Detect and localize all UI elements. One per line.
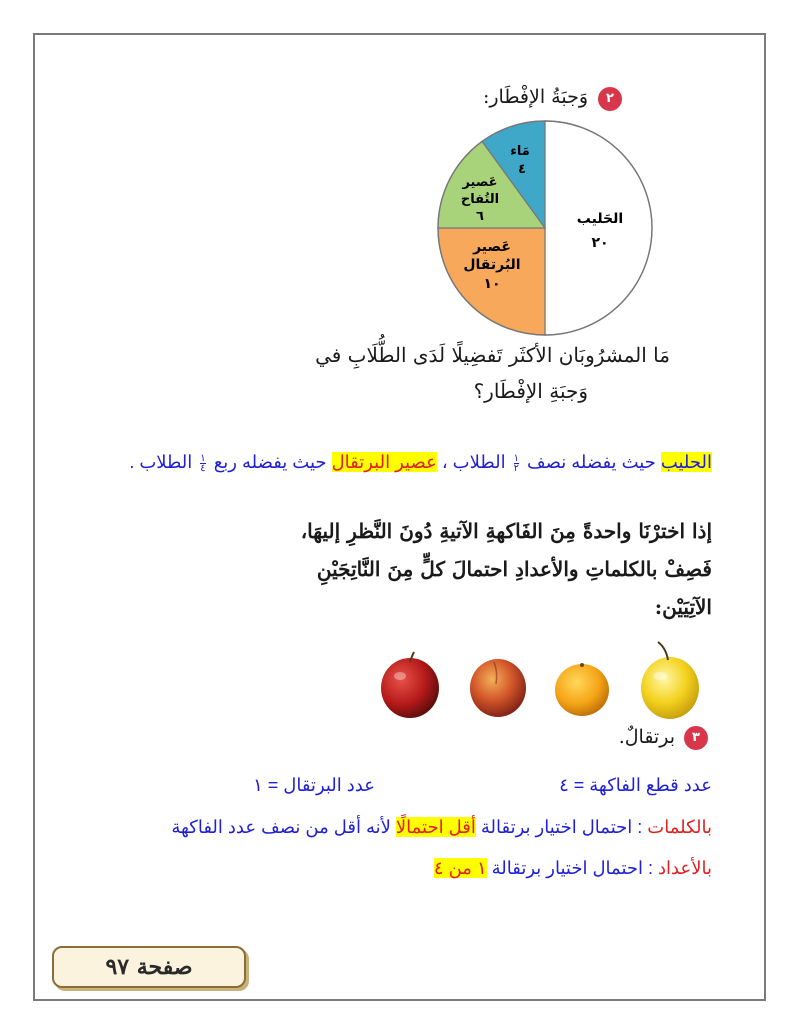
fraction-quarter: $\frac{١}{٤}$ xyxy=(200,452,206,474)
question-3-title: برتقالٌ. xyxy=(618,726,675,748)
value-apple: ٦ xyxy=(476,209,484,224)
answer-part-2: الطلاب ، xyxy=(441,452,506,472)
label-milk: الحَليب xyxy=(576,211,624,227)
count-orange: عدد البرتقال = ١ xyxy=(253,775,375,795)
answer-part-1: حيث يفضله نصف xyxy=(526,452,656,472)
answer-orange: عصير البرتقال xyxy=(331,452,437,472)
yellow-apple-icon xyxy=(641,642,699,719)
answer-milk: الحليب xyxy=(660,452,712,472)
label-orange-1: عَصير xyxy=(473,239,511,255)
instructions-line-2: فَصِفْ بالكلماتِ والأعدادِ احتمالَ كلٍّ مِنَ النَّاتِجَيْنِ xyxy=(316,557,712,581)
peach-icon xyxy=(470,659,526,717)
orange-icon xyxy=(555,663,609,716)
numbers-answer xyxy=(434,858,712,879)
answer-part-3: حيث يفضله ربع xyxy=(213,452,327,472)
numbers-label: بالأعداد xyxy=(658,858,712,878)
words-label: بالكلمات xyxy=(647,817,712,837)
words-text-1: : احتمال اختيار برتقالة xyxy=(480,817,643,837)
question-3-badge: ٣ xyxy=(684,726,708,750)
page-number: صفحة ٩٧ xyxy=(105,954,193,980)
label-apple-1: عَصير xyxy=(462,175,498,190)
question-2-badge: ٢ xyxy=(598,87,622,111)
fruit-illustrations xyxy=(370,638,730,728)
page-number-box xyxy=(52,946,246,988)
question-2-line-1: مَا المشرُوبَان الأكثَر تَفضِيلًا لَدَى الطُّلَابِ في xyxy=(315,343,670,367)
words-highlight: أقل احتمالًا xyxy=(395,817,476,837)
answer-part-4: الطلاب . xyxy=(129,452,193,472)
pie-chart xyxy=(430,113,660,343)
instructions-line-1: إذا اخترْنَا واحدةً مِنَ الفَاكهةِ الآتيةِ دُونَ النَّظرِ إليهَا، xyxy=(300,519,712,543)
words-answer xyxy=(171,817,712,838)
fraction-half: $\frac{١}{٢}$ xyxy=(513,452,519,474)
value-milk: ٢٠ xyxy=(591,235,609,251)
pie-slice-milk xyxy=(545,121,652,335)
count-fruit: عدد قطع الفاكهة = ٤ xyxy=(559,775,712,795)
label-apple-2: التُفاح xyxy=(460,192,500,207)
instructions-line-3: الآتِيَيْن: xyxy=(654,595,712,619)
value-water: ٤ xyxy=(518,162,526,177)
label-water: مَاء xyxy=(510,144,530,159)
question-2-title: وَجبَةُ الإفْطَار: xyxy=(482,86,588,108)
numbers-highlight: ١ من ٤ xyxy=(433,858,487,878)
red-apple-icon xyxy=(381,652,439,718)
words-text-2: لأنه أقل من نصف عدد الفاكهة xyxy=(171,817,391,837)
numbers-text: : احتمال اختيار برتقالة xyxy=(491,858,654,878)
question-2-answer xyxy=(129,452,712,473)
question-2-line-2: وَجبَةِ الإفْطَار؟ xyxy=(473,379,588,403)
label-orange-2: البُرتقال xyxy=(463,257,521,273)
value-orange: ١٠ xyxy=(483,276,501,292)
